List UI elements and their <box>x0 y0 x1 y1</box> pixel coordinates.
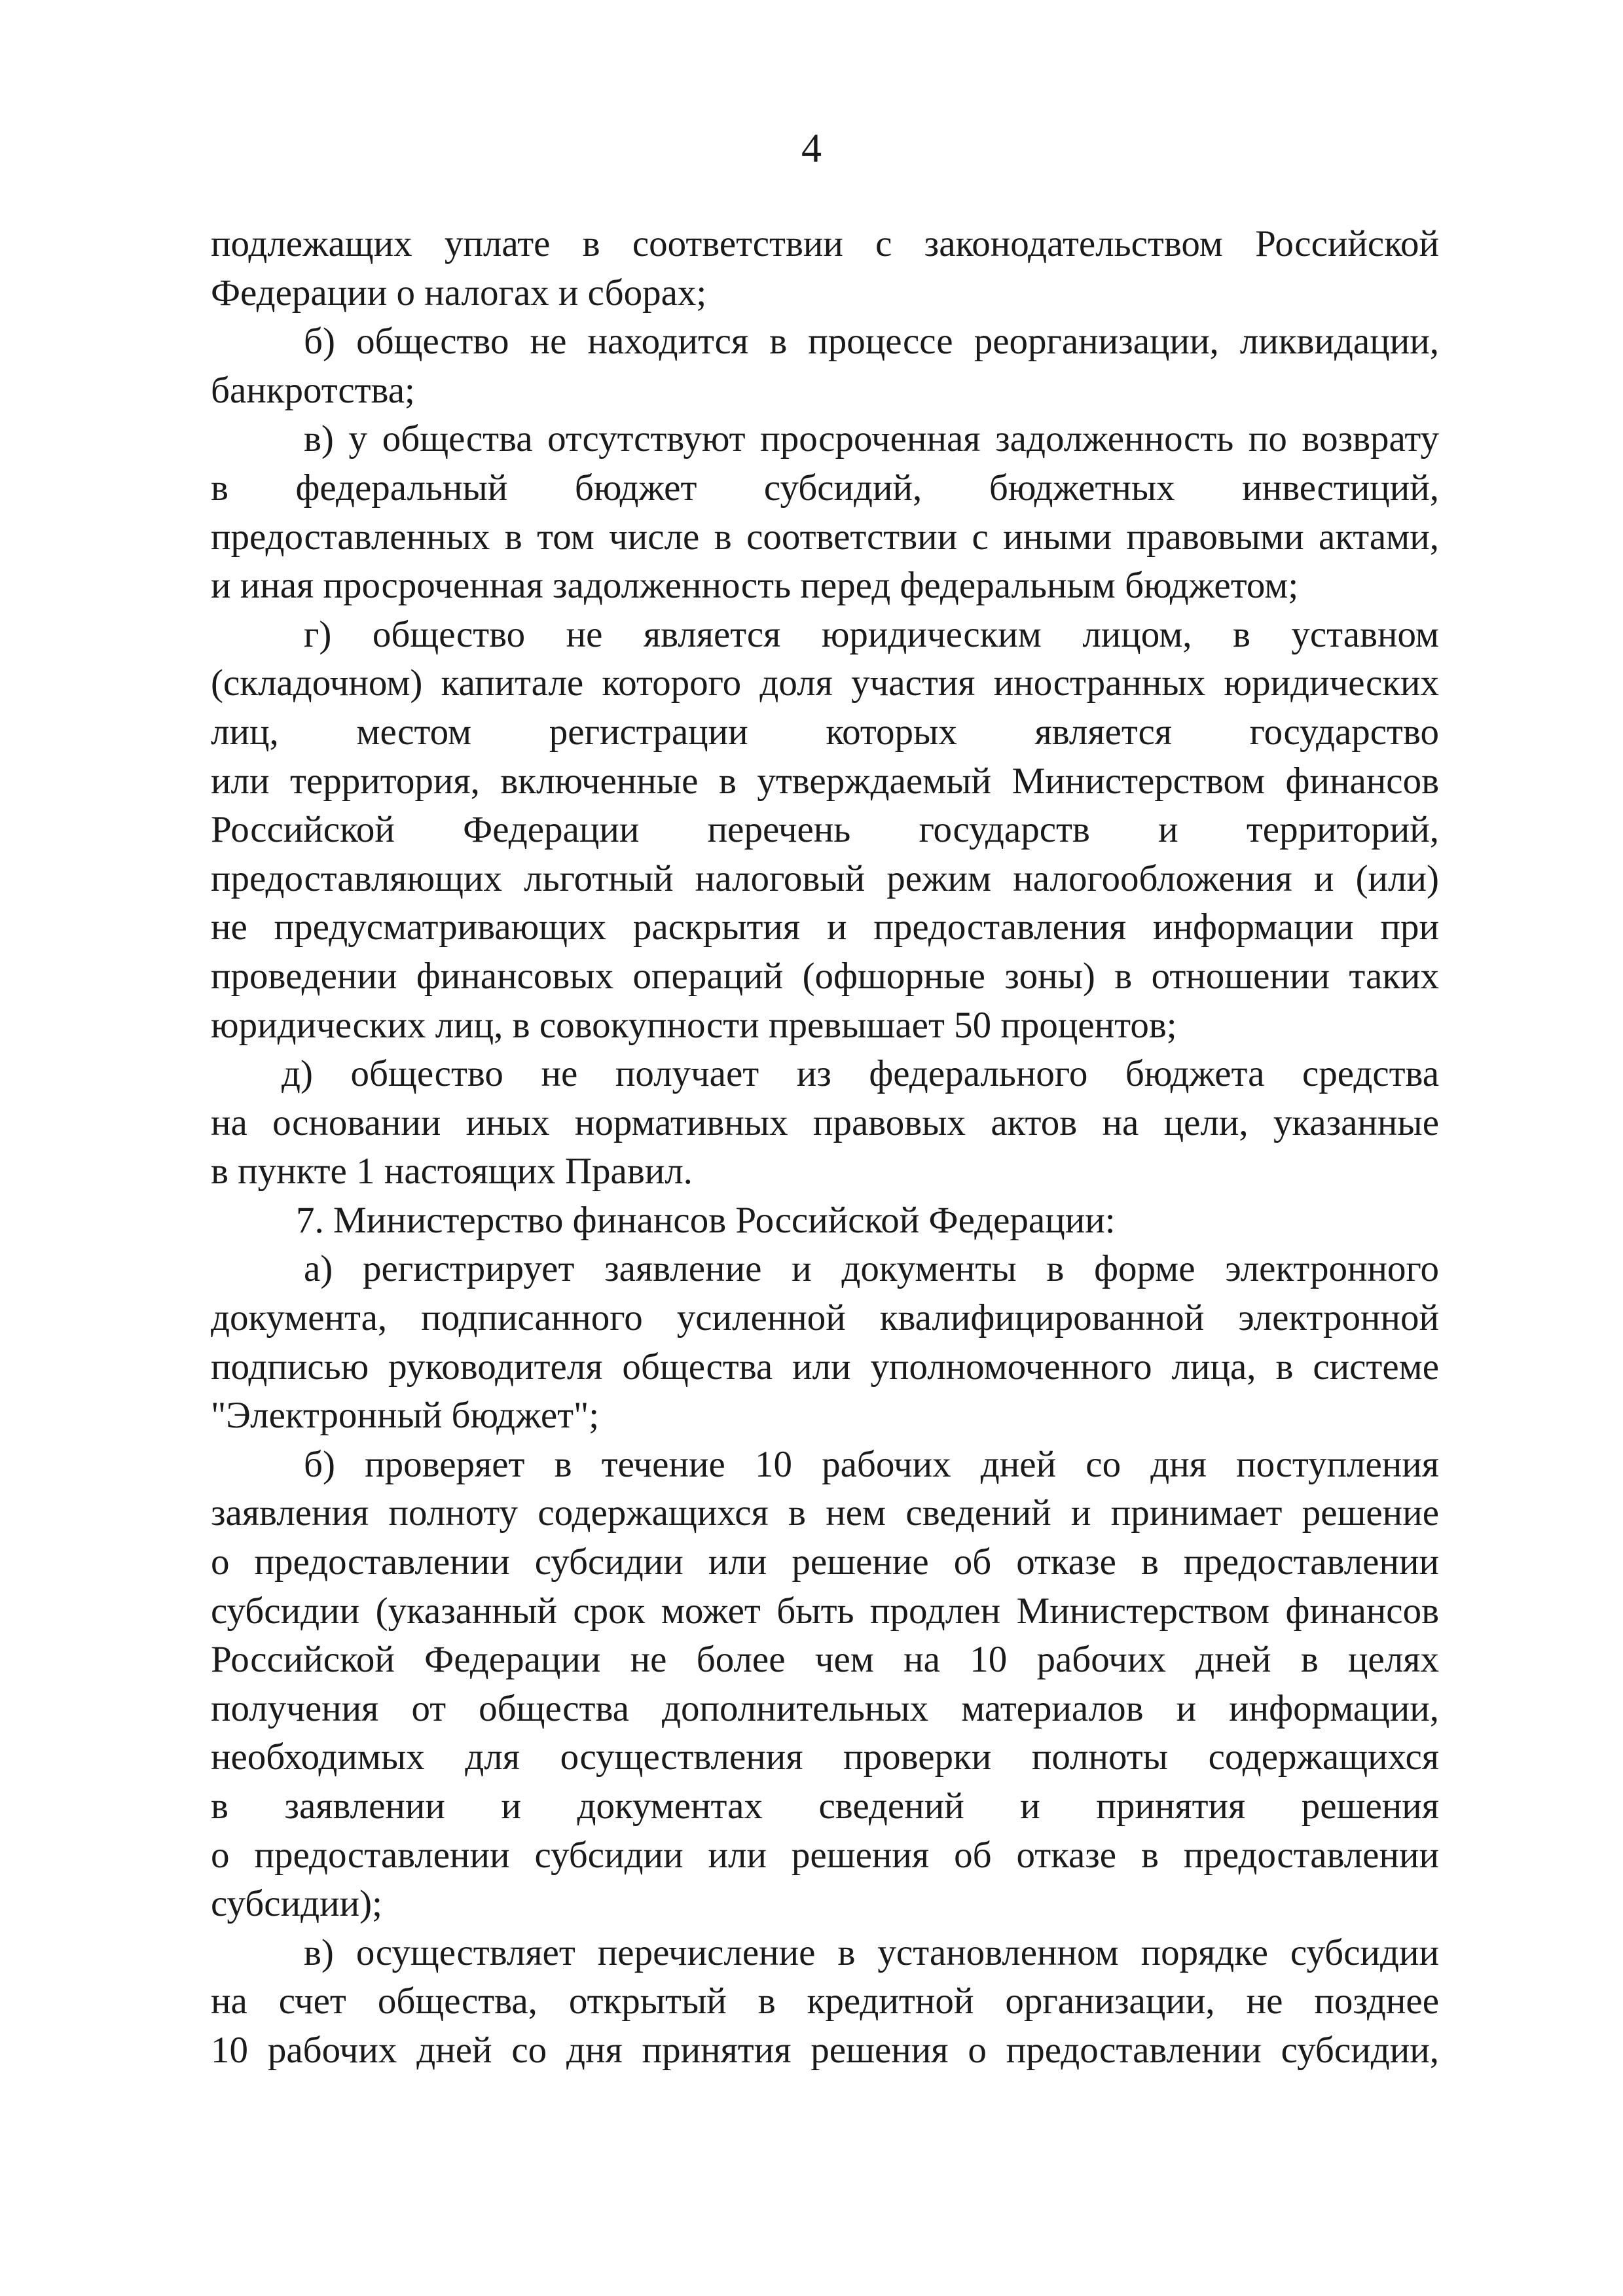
text-line: субсидии (указанный срок может быть продлен Министерством финансов <box>211 1590 1439 1632</box>
text-line: документа, подписанного усиленной квалифицированной электронной <box>211 1297 1439 1339</box>
text-line: банкротства; <box>211 369 415 411</box>
text-line: или территория, включенные в утверждаемый Министерством финансов <box>211 760 1439 802</box>
document-body <box>211 220 1439 2075</box>
text-line: о предоставлении субсидии или решения об отказе в предоставлении <box>211 1834 1439 1876</box>
text-line: б) общество не находится в процессе реорганизации, ликвидации, <box>304 321 1439 363</box>
text-line: Российской Федерации не более чем на 10 рабочих дней в целях <box>211 1639 1439 1681</box>
text-line: субсидии); <box>211 1883 382 1925</box>
text-line: на счет общества, открытый в кредитной организации, не позднее <box>211 1981 1439 2022</box>
text-line: проведении финансовых операций (офшорные зоны) в отношении таких <box>211 955 1439 997</box>
text-line: "Электронный бюджет"; <box>211 1395 600 1437</box>
text-line: б) проверяет в течение 10 рабочих дней со дня поступления <box>304 1443 1439 1485</box>
text-line: в заявлении и документах сведений и принятия решения <box>211 1785 1439 1827</box>
text-line: предоставленных в том числе в соответствии с иными правовыми актами, <box>211 516 1439 558</box>
page-number: 4 <box>801 126 822 171</box>
text-line: в) осуществляет перечисление в установленном порядке субсидии <box>304 1931 1439 1973</box>
text-line: Российской Федерации перечень государств и территорий, <box>211 809 1439 851</box>
text-line: предоставляющих льготный налоговый режим налогообложения и (или) <box>211 857 1439 899</box>
text-line: Федерации о налогах и сборах; <box>211 272 707 314</box>
text-line: подписью руководителя общества или уполномоченного лица, в системе <box>211 1346 1439 1388</box>
text-line: не предусматривающих раскрытия и предоставления информации при <box>211 906 1439 948</box>
text-line: в федеральный бюджет субсидий, бюджетных инвестиций, <box>211 467 1439 509</box>
text-line: г) общество не является юридическим лицом, в уставном <box>304 613 1439 655</box>
text-line: (складочном) капитале которого доля участия иностранных юридических <box>211 662 1439 704</box>
text-line: юридических лиц, в совокупности превышает 50 процентов; <box>211 1004 1177 1046</box>
text-line: д) общество не получает из федерального бюджета средства <box>282 1053 1439 1095</box>
text-line: о предоставлении субсидии или решение об отказе в предоставлении <box>211 1541 1439 1583</box>
text-line: и иная просроченная задолженность перед федеральным бюджетом; <box>211 565 1299 607</box>
text-line: лиц, местом регистрации которых является государство <box>211 711 1439 753</box>
text-line: необходимых для осуществления проверки полноты содержащихся <box>211 1736 1439 1778</box>
text-line: в пункте 1 настоящих Правил. <box>211 1151 693 1193</box>
text-line: 10 рабочих дней со дня принятия решения о предоставлении субсидии, <box>211 2029 1439 2071</box>
text-line: подлежащих уплате в соответствии с законодательством Российской <box>211 223 1439 264</box>
text-line: 7. Министерство финансов Российской Федерации: <box>296 1199 1116 1241</box>
text-line: на основании иных нормативных правовых актов на цели, указанные <box>211 1102 1439 1143</box>
text-line: заявления полноту содержащихся в нем сведений и принимает решение <box>211 1492 1439 1534</box>
text-line: в) у общества отсутствуют просроченная задолженность по возврату <box>304 418 1439 460</box>
text-line: а) регистрирует заявление и документы в форме электронного <box>304 1248 1439 1290</box>
text-line: получения от общества дополнительных материалов и информации, <box>211 1687 1439 1729</box>
